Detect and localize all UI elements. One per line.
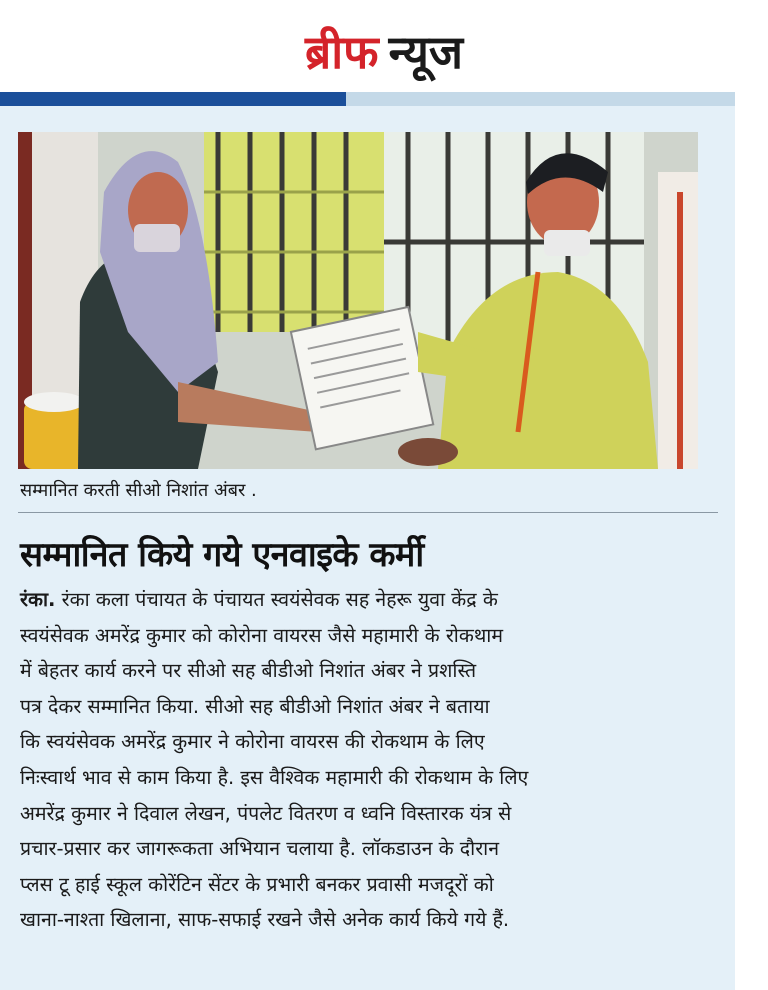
article-line bbox=[20, 582, 715, 618]
masthead-band bbox=[0, 92, 735, 106]
article-line: कि स्वयंसेवक अमरेंद्र कुमार ने कोरोना वायरस की रोकथाम के लिए bbox=[20, 730, 485, 754]
article-line: अमरेंद्र कुमार ने दिवाल लेखन, पंपलेट वितरण व ध्वनि विस्तारक यंत्र से bbox=[20, 801, 512, 825]
article-line: खाना-नाश्ता खिलाना, साफ-सफाई रखने जैसे अनेक कार्य किये गये हैं. bbox=[20, 908, 510, 932]
article-line: स्वयंसेवक अमरेंद्र कुमार को कोरोना वायरस जैसे महामारी के रोकथाम bbox=[20, 623, 503, 647]
article-body bbox=[20, 582, 715, 938]
masthead-word-brief: ब्रीफ bbox=[304, 25, 379, 79]
article-line: पत्र देकर सम्मानित किया. सीओ सह बीडीओ निशांत अंबर ने बताया bbox=[20, 694, 490, 718]
article-line: में बेहतर कार्य करने पर सीओ सह बीडीओ निशांत अंबर ने प्रशस्ति bbox=[20, 659, 477, 683]
article-headline: सम्मानित किये गये एनवाइके कर्मी bbox=[20, 535, 424, 575]
news-photo bbox=[18, 132, 698, 469]
caption-divider bbox=[18, 512, 718, 513]
masthead-word-news: न्यूज bbox=[388, 25, 464, 79]
photo-caption: सम्मानित करती सीओ निशांत अंबर . bbox=[20, 480, 257, 501]
article-dateline: रंका. bbox=[20, 588, 56, 611]
article-line: प्रचार-प्रसार कर जागरूकता अभियान चलाया है. लॉकडाउन के दौरान bbox=[20, 837, 500, 861]
article-line: प्लस टू हाई स्कूल कोरेंटिन सेंटर के प्रभारी बनकर प्रवासी मजदूरों को bbox=[20, 872, 494, 896]
section-masthead bbox=[0, 20, 768, 90]
article-line-text: रंका कला पंचायत के पंचायत स्वयंसेवक सह नेहरू युवा केंद्र के bbox=[55, 588, 498, 611]
masthead-band-accent bbox=[0, 92, 346, 106]
article-line: निःस्वार्थ भाव से काम किया है. इस वैश्विक महामारी की रोकथाम के लिए bbox=[20, 765, 529, 789]
